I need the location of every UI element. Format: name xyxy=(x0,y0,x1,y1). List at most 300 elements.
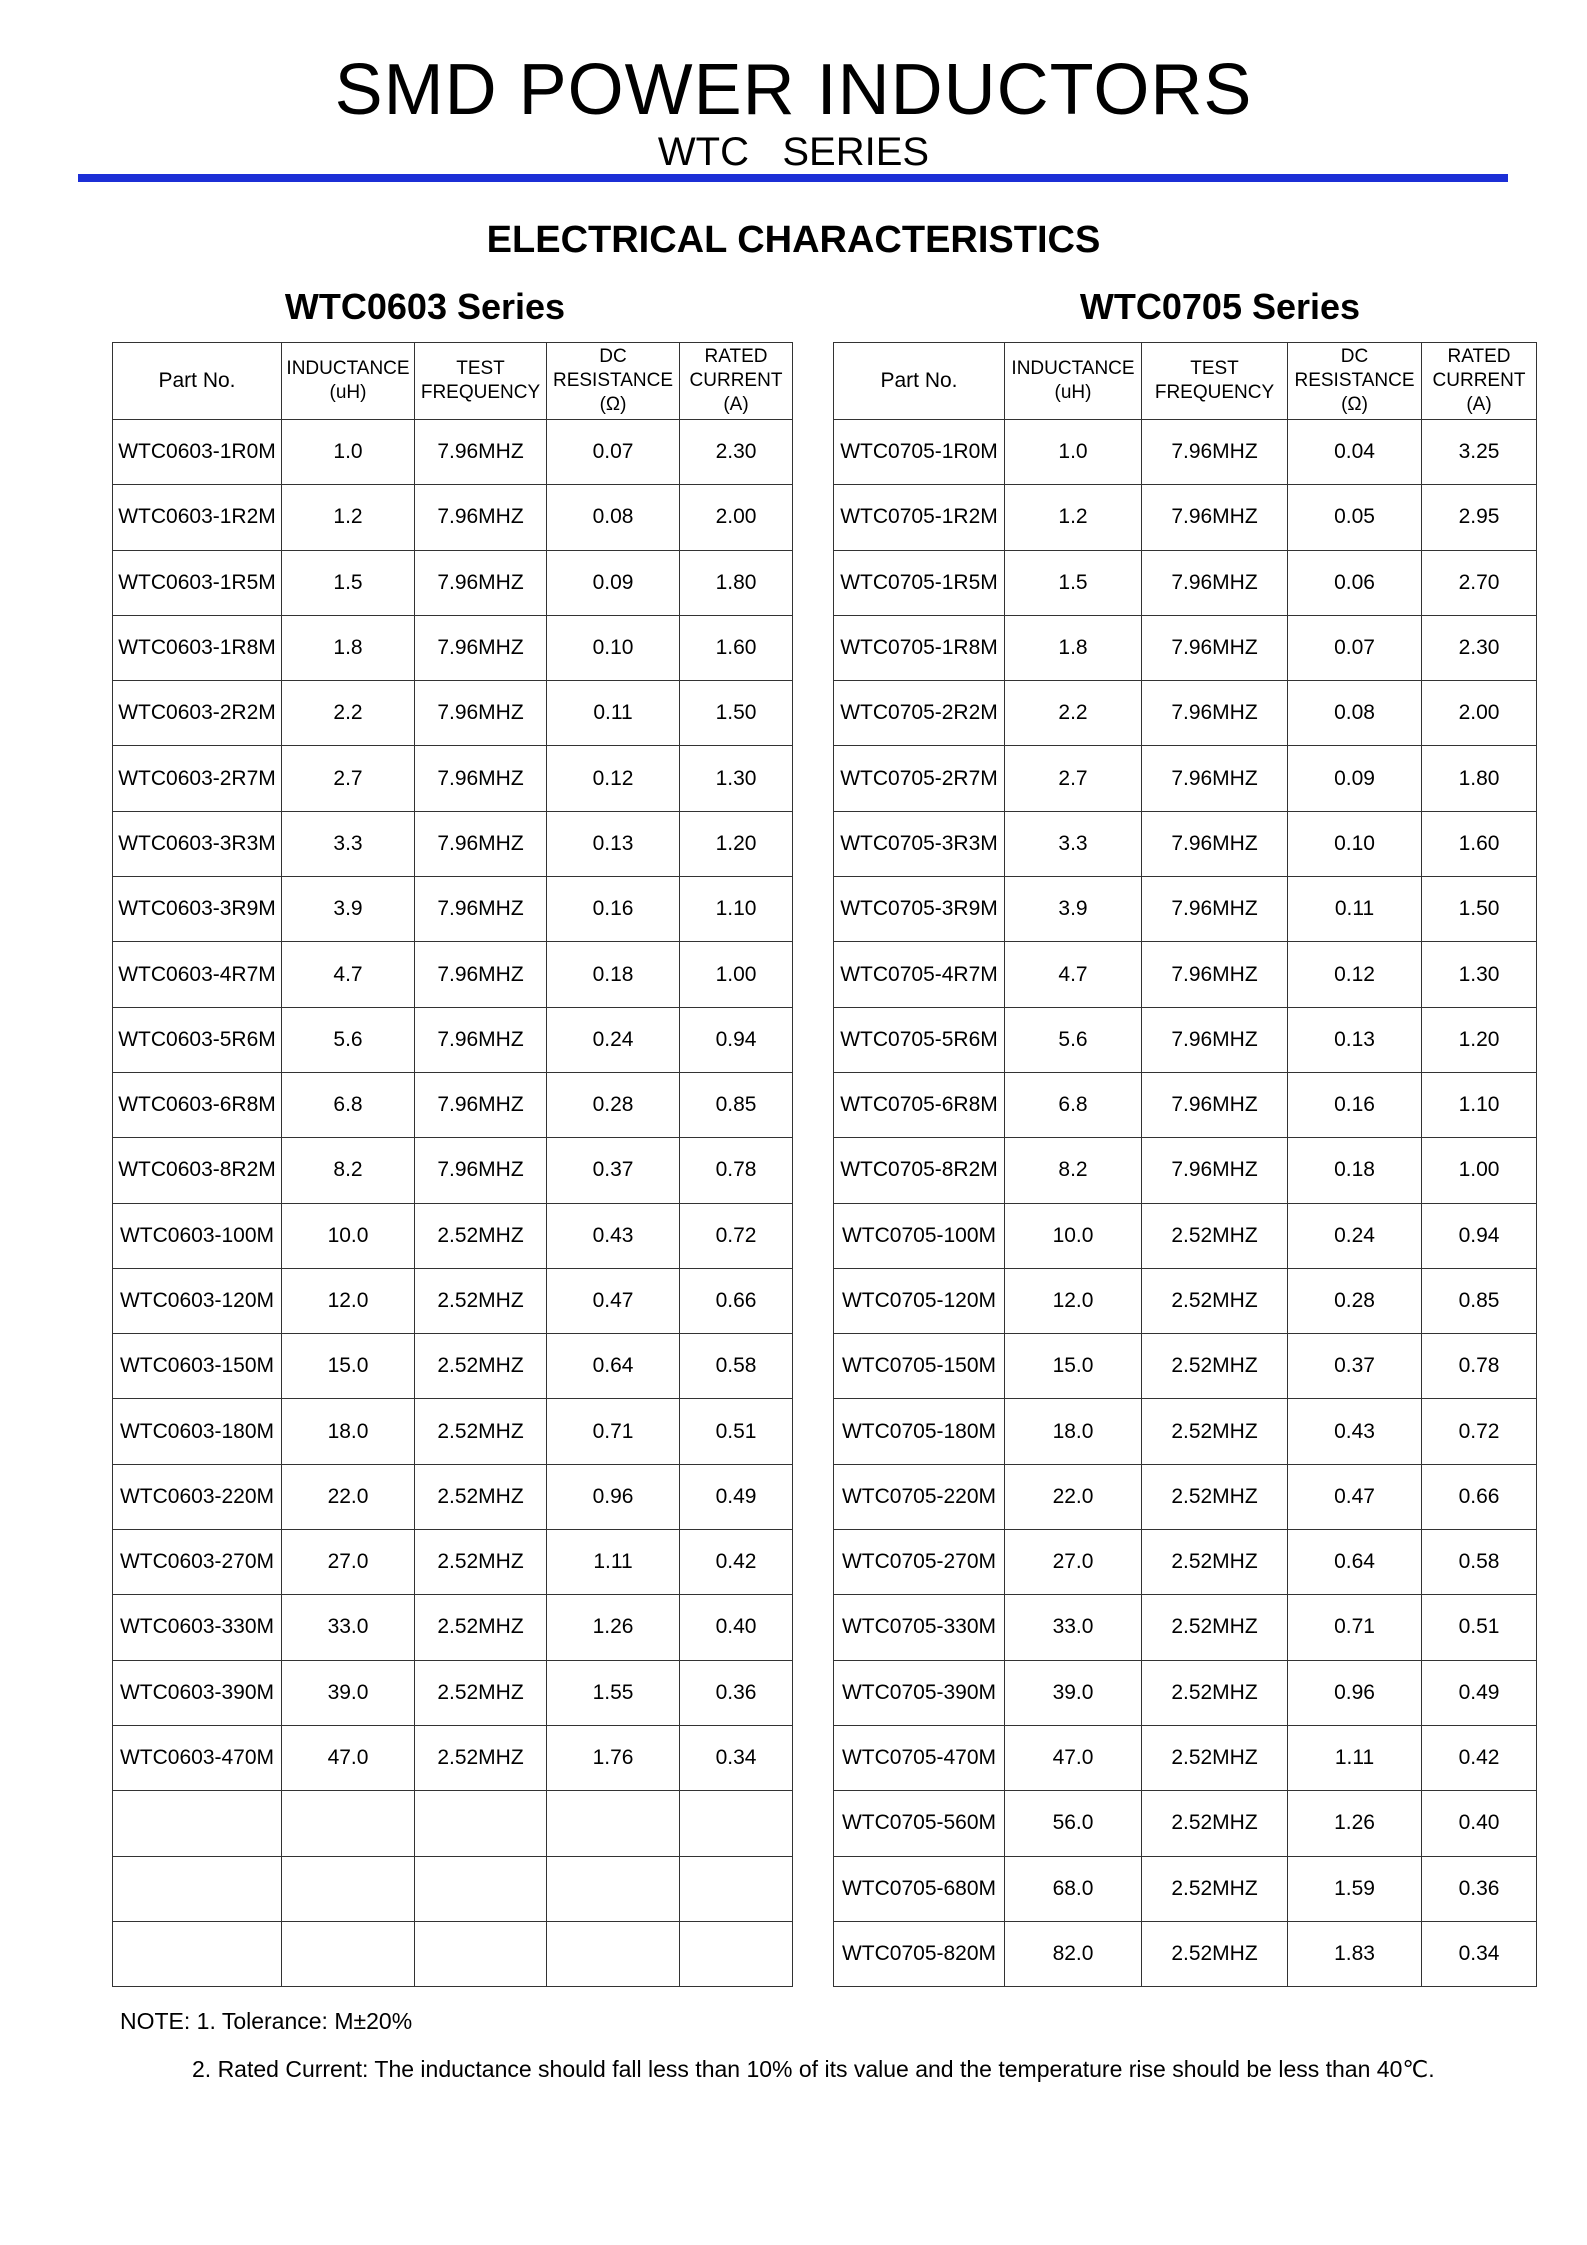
table-cell: 7.96MHZ xyxy=(1142,1007,1288,1072)
table-row xyxy=(834,550,1537,615)
table-cell: WTC0705-220M xyxy=(834,1464,1005,1529)
table-cell: 8.2 xyxy=(1005,1138,1142,1203)
table-row xyxy=(834,1791,1537,1856)
empty-row xyxy=(113,1921,793,1986)
table-cell: 2.7 xyxy=(1005,746,1142,811)
empty-cell xyxy=(680,1791,793,1856)
table-cell: WTC0705-470M xyxy=(834,1725,1005,1790)
table-row xyxy=(834,1138,1537,1203)
table-cell: 1.60 xyxy=(680,615,793,680)
table-cell: 2.52MHZ xyxy=(415,1725,547,1790)
table-cell: WTC0603-1R0M xyxy=(113,420,282,485)
header-divider xyxy=(78,174,1508,182)
table-cell: 2.52MHZ xyxy=(415,1203,547,1268)
table-cell: WTC0705-180M xyxy=(834,1399,1005,1464)
table-row xyxy=(834,877,1537,942)
table-cell: 22.0 xyxy=(282,1464,415,1529)
table-row xyxy=(834,1203,1537,1268)
column-header-test-frequency xyxy=(1142,343,1288,420)
table-cell: WTC0705-330M xyxy=(834,1595,1005,1660)
column-header-line: TEST xyxy=(456,358,505,379)
table-cell: 68.0 xyxy=(1005,1856,1142,1921)
table-cell: 2.52MHZ xyxy=(1142,1725,1288,1790)
table-cell: 2.52MHZ xyxy=(1142,1464,1288,1529)
empty-cell xyxy=(415,1791,547,1856)
table-cell: 1.83 xyxy=(1288,1921,1422,1986)
table-row xyxy=(113,877,793,942)
table-cell: 3.3 xyxy=(1005,811,1142,876)
table-cell: WTC0603-220M xyxy=(113,1464,282,1529)
table-cell: 2.95 xyxy=(1422,485,1537,550)
table-cell: 7.96MHZ xyxy=(1142,877,1288,942)
table-cell: 2.00 xyxy=(1422,681,1537,746)
table-cell: 1.10 xyxy=(680,877,793,942)
column-header-line: RESISTANCE xyxy=(552,370,673,391)
empty-cell xyxy=(415,1856,547,1921)
table-row xyxy=(834,1268,1537,1333)
table-cell: WTC0603-2R7M xyxy=(113,746,282,811)
table-cell: 7.96MHZ xyxy=(415,811,547,876)
table-row xyxy=(113,1530,793,1595)
table-cell: WTC0705-3R9M xyxy=(834,877,1005,942)
column-header-rated-current xyxy=(1422,343,1537,420)
table-row xyxy=(834,1660,1537,1725)
table-header xyxy=(113,343,793,420)
table-cell: 0.24 xyxy=(1288,1203,1422,1268)
column-header-line: RATED xyxy=(704,346,768,367)
table-cell: 2.52MHZ xyxy=(415,1660,547,1725)
table-cell: 0.51 xyxy=(1422,1595,1537,1660)
table-cell: WTC0705-1R2M xyxy=(834,485,1005,550)
table-cell: 4.7 xyxy=(282,942,415,1007)
table-cell: 7.96MHZ xyxy=(1142,1072,1288,1137)
table-cell: 0.85 xyxy=(1422,1268,1537,1333)
empty-cell xyxy=(282,1921,415,1986)
table-cell: 0.58 xyxy=(1422,1530,1537,1595)
table-row xyxy=(113,1464,793,1529)
table-cell: 0.10 xyxy=(547,615,680,680)
table-cell: 7.96MHZ xyxy=(1142,942,1288,1007)
table-cell: 2.52MHZ xyxy=(1142,1399,1288,1464)
table-cell: 2.2 xyxy=(282,681,415,746)
table-cell: 1.11 xyxy=(547,1530,680,1595)
table-cell: 0.96 xyxy=(547,1464,680,1529)
table-cell: 0.66 xyxy=(1422,1464,1537,1529)
table-row xyxy=(113,1399,793,1464)
table-cell: WTC0705-2R2M xyxy=(834,681,1005,746)
table-row xyxy=(113,1203,793,1268)
table-cell: 4.7 xyxy=(1005,942,1142,1007)
table-cell: WTC0705-2R7M xyxy=(834,746,1005,811)
table-cell: 56.0 xyxy=(1005,1791,1142,1856)
table-cell: 7.96MHZ xyxy=(1142,1138,1288,1203)
column-header-inductance xyxy=(1005,343,1142,420)
empty-cell xyxy=(680,1856,793,1921)
table-cell: 0.36 xyxy=(680,1660,793,1725)
table-cell: 0.58 xyxy=(680,1334,793,1399)
column-header-line: FREQUENCY xyxy=(420,382,541,403)
table-row xyxy=(113,1138,793,1203)
table-cell: 10.0 xyxy=(1005,1203,1142,1268)
table-cell: 0.71 xyxy=(1288,1595,1422,1660)
table-cell: 1.26 xyxy=(547,1595,680,1660)
table-cell: 2.52MHZ xyxy=(415,1399,547,1464)
empty-cell xyxy=(680,1921,793,1986)
table-cell: WTC0603-330M xyxy=(113,1595,282,1660)
table-cell: WTC0603-390M xyxy=(113,1660,282,1725)
table-cell: WTC0603-180M xyxy=(113,1399,282,1464)
table-row xyxy=(113,1660,793,1725)
header-row xyxy=(834,343,1537,420)
table-cell: 0.36 xyxy=(1422,1856,1537,1921)
table-cell: 0.18 xyxy=(547,942,680,1007)
table-cell: 0.49 xyxy=(680,1464,793,1529)
table-cell: 15.0 xyxy=(282,1334,415,1399)
table-cell: 0.28 xyxy=(547,1072,680,1137)
column-header-line: (A) xyxy=(723,394,749,415)
table-row xyxy=(834,1072,1537,1137)
empty-cell xyxy=(113,1856,282,1921)
table-cell: 0.37 xyxy=(547,1138,680,1203)
table-cell: 7.96MHZ xyxy=(415,550,547,615)
table-row xyxy=(834,420,1537,485)
spec-table-wtc0603 xyxy=(112,342,793,1987)
table-cell: 1.80 xyxy=(680,550,793,615)
table-cell: 18.0 xyxy=(282,1399,415,1464)
table-cell: 7.96MHZ xyxy=(1142,615,1288,680)
table-row xyxy=(113,615,793,680)
table-cell: 0.12 xyxy=(547,746,680,811)
column-header-line: DC xyxy=(599,346,627,367)
table-cell: 2.30 xyxy=(680,420,793,485)
table-body xyxy=(113,420,793,1987)
table-cell: 1.20 xyxy=(680,811,793,876)
notes xyxy=(120,2006,1435,2084)
table-cell: 0.94 xyxy=(1422,1203,1537,1268)
table-cell: 0.08 xyxy=(1288,681,1422,746)
table-cell: 3.9 xyxy=(282,877,415,942)
table-cell: WTC0603-1R2M xyxy=(113,485,282,550)
empty-cell xyxy=(547,1856,680,1921)
table-cell: 0.66 xyxy=(680,1268,793,1333)
table-cell: WTC0603-270M xyxy=(113,1530,282,1595)
table-cell: 6.8 xyxy=(1005,1072,1142,1137)
table-cell: 7.96MHZ xyxy=(415,942,547,1007)
table-cell: 7.96MHZ xyxy=(1142,550,1288,615)
table-row xyxy=(834,1399,1537,1464)
table-row xyxy=(834,746,1537,811)
column-header-dc-resistance xyxy=(547,343,680,420)
table-cell: 33.0 xyxy=(282,1595,415,1660)
table-body xyxy=(834,420,1537,1987)
table-cell: 5.6 xyxy=(1005,1007,1142,1072)
table-cell: 7.96MHZ xyxy=(415,1072,547,1137)
column-header-line: (uH) xyxy=(1054,382,1092,403)
table-cell: 2.52MHZ xyxy=(415,1334,547,1399)
page-title: SMD POWER INDUCTORS xyxy=(334,50,1253,130)
table-cell: WTC0603-3R3M xyxy=(113,811,282,876)
table-cell: 1.30 xyxy=(680,746,793,811)
table-cell: 0.71 xyxy=(547,1399,680,1464)
table-cell: WTC0603-1R8M xyxy=(113,615,282,680)
table-cell: 1.5 xyxy=(1005,550,1142,615)
table-cell: 1.50 xyxy=(1422,877,1537,942)
table-cell: 7.96MHZ xyxy=(1142,746,1288,811)
table-cell: 0.42 xyxy=(680,1530,793,1595)
table-cell: 0.94 xyxy=(680,1007,793,1072)
table-cell: 0.47 xyxy=(547,1268,680,1333)
column-header-line: CURRENT xyxy=(689,370,783,391)
table-row xyxy=(113,942,793,1007)
section-title: ELECTRICAL CHARACTERISTICS xyxy=(486,219,1101,261)
table-cell: 0.09 xyxy=(547,550,680,615)
table-cell: 7.96MHZ xyxy=(415,615,547,680)
table-cell: 0.04 xyxy=(1288,420,1422,485)
table-cell: 7.96MHZ xyxy=(1142,681,1288,746)
table-cell: 0.72 xyxy=(680,1203,793,1268)
table-cell: 12.0 xyxy=(282,1268,415,1333)
table-cell: 0.18 xyxy=(1288,1138,1422,1203)
table-row xyxy=(834,1464,1537,1529)
table-cell: 15.0 xyxy=(1005,1334,1142,1399)
empty-cell xyxy=(113,1921,282,1986)
table-row xyxy=(113,485,793,550)
table-row xyxy=(834,1856,1537,1921)
table-row xyxy=(113,550,793,615)
empty-cell xyxy=(282,1856,415,1921)
table-cell: 0.10 xyxy=(1288,811,1422,876)
table-cell: 1.55 xyxy=(547,1660,680,1725)
table-row xyxy=(113,811,793,876)
table-cell: 27.0 xyxy=(282,1530,415,1595)
table-cell: 0.07 xyxy=(547,420,680,485)
table-cell: 82.0 xyxy=(1005,1921,1142,1986)
table-cell: 0.96 xyxy=(1288,1660,1422,1725)
table-cell: 1.00 xyxy=(680,942,793,1007)
table-row xyxy=(834,1595,1537,1660)
table-cell: 10.0 xyxy=(282,1203,415,1268)
table-cell: 39.0 xyxy=(1005,1660,1142,1725)
table-cell: 1.60 xyxy=(1422,811,1537,876)
table-row xyxy=(834,1334,1537,1399)
table-cell: WTC0705-6R8M xyxy=(834,1072,1005,1137)
table-cell: WTC0705-390M xyxy=(834,1660,1005,1725)
table-cell: 0.11 xyxy=(547,681,680,746)
table-cell: 0.28 xyxy=(1288,1268,1422,1333)
table-cell: WTC0705-1R0M xyxy=(834,420,1005,485)
table-cell: 0.08 xyxy=(547,485,680,550)
column-header-part-no: Part No. xyxy=(113,343,282,420)
table-cell: 0.51 xyxy=(680,1399,793,1464)
table-cell: 7.96MHZ xyxy=(1142,811,1288,876)
table-cell: WTC0705-5R6M xyxy=(834,1007,1005,1072)
table-cell: WTC0705-100M xyxy=(834,1203,1005,1268)
column-header-line: (uH) xyxy=(329,382,367,403)
table-row xyxy=(113,1072,793,1137)
column-header-line: INDUCTANCE xyxy=(1011,358,1135,379)
table-cell: WTC0705-270M xyxy=(834,1530,1005,1595)
table-row xyxy=(113,746,793,811)
table-row xyxy=(834,811,1537,876)
table-cell: WTC0705-3R3M xyxy=(834,811,1005,876)
table-cell: 0.09 xyxy=(1288,746,1422,811)
table-cell: 0.13 xyxy=(1288,1007,1422,1072)
table-cell: 2.2 xyxy=(1005,681,1142,746)
note-rated-current: 2. Rated Current: The inductance should fall less than 10% of its value and the temperature rise should be less than 40℃. xyxy=(192,2056,1435,2082)
table-row xyxy=(113,1595,793,1660)
table-cell: WTC0603-4R7M xyxy=(113,942,282,1007)
table-cell: 1.50 xyxy=(680,681,793,746)
table-cell: 1.20 xyxy=(1422,1007,1537,1072)
table-cell: 0.78 xyxy=(680,1138,793,1203)
table-cell: 0.64 xyxy=(1288,1530,1422,1595)
table-cell: 0.12 xyxy=(1288,942,1422,1007)
table-cell: 47.0 xyxy=(1005,1725,1142,1790)
table-cell: 7.96MHZ xyxy=(1142,485,1288,550)
series-title-wtc0603: WTC0603 Series xyxy=(284,286,566,327)
table-cell: 1.30 xyxy=(1422,942,1537,1007)
table-cell: 0.13 xyxy=(547,811,680,876)
table-cell: 0.16 xyxy=(1288,1072,1422,1137)
table-cell: 39.0 xyxy=(282,1660,415,1725)
column-header-line: RATED xyxy=(1447,346,1511,367)
column-header-line: TEST xyxy=(1190,358,1239,379)
table-cell: WTC0705-4R7M xyxy=(834,942,1005,1007)
table-cell: 0.49 xyxy=(1422,1660,1537,1725)
column-header-line: (Ω) xyxy=(1341,394,1368,415)
table-row xyxy=(834,1007,1537,1072)
table-cell: 7.96MHZ xyxy=(415,877,547,942)
table-cell: 0.85 xyxy=(680,1072,793,1137)
table-cell: WTC0603-470M xyxy=(113,1725,282,1790)
empty-cell xyxy=(113,1791,282,1856)
table-cell: 0.40 xyxy=(1422,1791,1537,1856)
table-cell: 2.52MHZ xyxy=(1142,1203,1288,1268)
table-cell: 3.25 xyxy=(1422,420,1537,485)
table-row xyxy=(834,681,1537,746)
table-cell: 0.43 xyxy=(1288,1399,1422,1464)
table-row xyxy=(834,485,1537,550)
table-cell: WTC0603-1R5M xyxy=(113,550,282,615)
table-row xyxy=(834,615,1537,680)
table-cell: 0.47 xyxy=(1288,1464,1422,1529)
table-cell: 8.2 xyxy=(282,1138,415,1203)
table-cell: 47.0 xyxy=(282,1725,415,1790)
table-header xyxy=(834,343,1537,420)
note-tolerance: NOTE: 1. Tolerance: M±20% xyxy=(120,2008,413,2034)
table-cell: 2.52MHZ xyxy=(1142,1268,1288,1333)
table-cell: 0.11 xyxy=(1288,877,1422,942)
table-cell: 18.0 xyxy=(1005,1399,1142,1464)
empty-cell xyxy=(282,1791,415,1856)
table-cell: WTC0603-5R6M xyxy=(113,1007,282,1072)
table-cell: 0.40 xyxy=(680,1595,793,1660)
table-cell: 7.96MHZ xyxy=(415,485,547,550)
table-cell: 7.96MHZ xyxy=(1142,420,1288,485)
table-cell: 1.10 xyxy=(1422,1072,1537,1137)
table-row xyxy=(834,1921,1537,1986)
table-cell: 7.96MHZ xyxy=(415,1007,547,1072)
table-cell: 2.52MHZ xyxy=(1142,1530,1288,1595)
empty-row xyxy=(113,1791,793,1856)
table-cell: 3.3 xyxy=(282,811,415,876)
table-cell: 2.52MHZ xyxy=(415,1268,547,1333)
column-header-line: (A) xyxy=(1466,394,1492,415)
column-header-part-no: Part No. xyxy=(834,343,1005,420)
table-cell: 0.16 xyxy=(547,877,680,942)
column-header-dc-resistance xyxy=(1288,343,1422,420)
column-header-line: (Ω) xyxy=(599,394,627,415)
table-cell: WTC0705-150M xyxy=(834,1334,1005,1399)
table-cell: 2.52MHZ xyxy=(1142,1791,1288,1856)
table-cell: 22.0 xyxy=(1005,1464,1142,1529)
table-row xyxy=(834,942,1537,1007)
table-cell: 1.11 xyxy=(1288,1725,1422,1790)
column-header-line: INDUCTANCE xyxy=(286,358,410,379)
table-cell: 7.96MHZ xyxy=(415,420,547,485)
table-cell: 2.30 xyxy=(1422,615,1537,680)
table-cell: 1.5 xyxy=(282,550,415,615)
table-cell: 12.0 xyxy=(1005,1268,1142,1333)
table-cell: 0.78 xyxy=(1422,1334,1537,1399)
table-cell: 0.34 xyxy=(1422,1921,1537,1986)
table-cell: WTC0603-8R2M xyxy=(113,1138,282,1203)
table-cell: 0.37 xyxy=(1288,1334,1422,1399)
table-cell: WTC0705-1R8M xyxy=(834,615,1005,680)
table-cell: 2.52MHZ xyxy=(1142,1921,1288,1986)
column-header-line: DC xyxy=(1340,346,1369,367)
table-cell: 2.52MHZ xyxy=(415,1595,547,1660)
table-row xyxy=(113,1334,793,1399)
table-cell: 2.52MHZ xyxy=(1142,1595,1288,1660)
table-cell: 1.8 xyxy=(282,615,415,680)
column-header-inductance xyxy=(282,343,415,420)
table-cell: 0.05 xyxy=(1288,485,1422,550)
series-title-wtc0705: WTC0705 Series xyxy=(1079,286,1361,327)
table-cell: WTC0705-560M xyxy=(834,1791,1005,1856)
table-cell: 2.52MHZ xyxy=(1142,1334,1288,1399)
table-cell: WTC0705-1R5M xyxy=(834,550,1005,615)
table-cell: 1.00 xyxy=(1422,1138,1537,1203)
empty-row xyxy=(113,1856,793,1921)
table-cell: 2.7 xyxy=(282,746,415,811)
table-row xyxy=(113,681,793,746)
table-row xyxy=(113,420,793,485)
table-cell: 0.72 xyxy=(1422,1399,1537,1464)
table-cell: WTC0603-100M xyxy=(113,1203,282,1268)
table-cell: 7.96MHZ xyxy=(415,681,547,746)
table-cell: 1.80 xyxy=(1422,746,1537,811)
table-cell: 1.0 xyxy=(1005,420,1142,485)
table-row xyxy=(834,1530,1537,1595)
table-cell: 2.70 xyxy=(1422,550,1537,615)
table-cell: 1.8 xyxy=(1005,615,1142,680)
table-cell: WTC0603-2R2M xyxy=(113,681,282,746)
table-cell: 0.07 xyxy=(1288,615,1422,680)
table-row xyxy=(834,1725,1537,1790)
header-row xyxy=(113,343,793,420)
column-header-line: RESISTANCE xyxy=(1294,370,1415,391)
table-cell: 0.06 xyxy=(1288,550,1422,615)
table-cell: 33.0 xyxy=(1005,1595,1142,1660)
table-cell: 0.42 xyxy=(1422,1725,1537,1790)
table-cell: 0.64 xyxy=(547,1334,680,1399)
table-cell: 7.96MHZ xyxy=(415,746,547,811)
table-cell: 1.59 xyxy=(1288,1856,1422,1921)
table-cell: WTC0705-680M xyxy=(834,1856,1005,1921)
table-cell: 1.26 xyxy=(1288,1791,1422,1856)
spec-table-wtc0705 xyxy=(833,342,1537,1987)
